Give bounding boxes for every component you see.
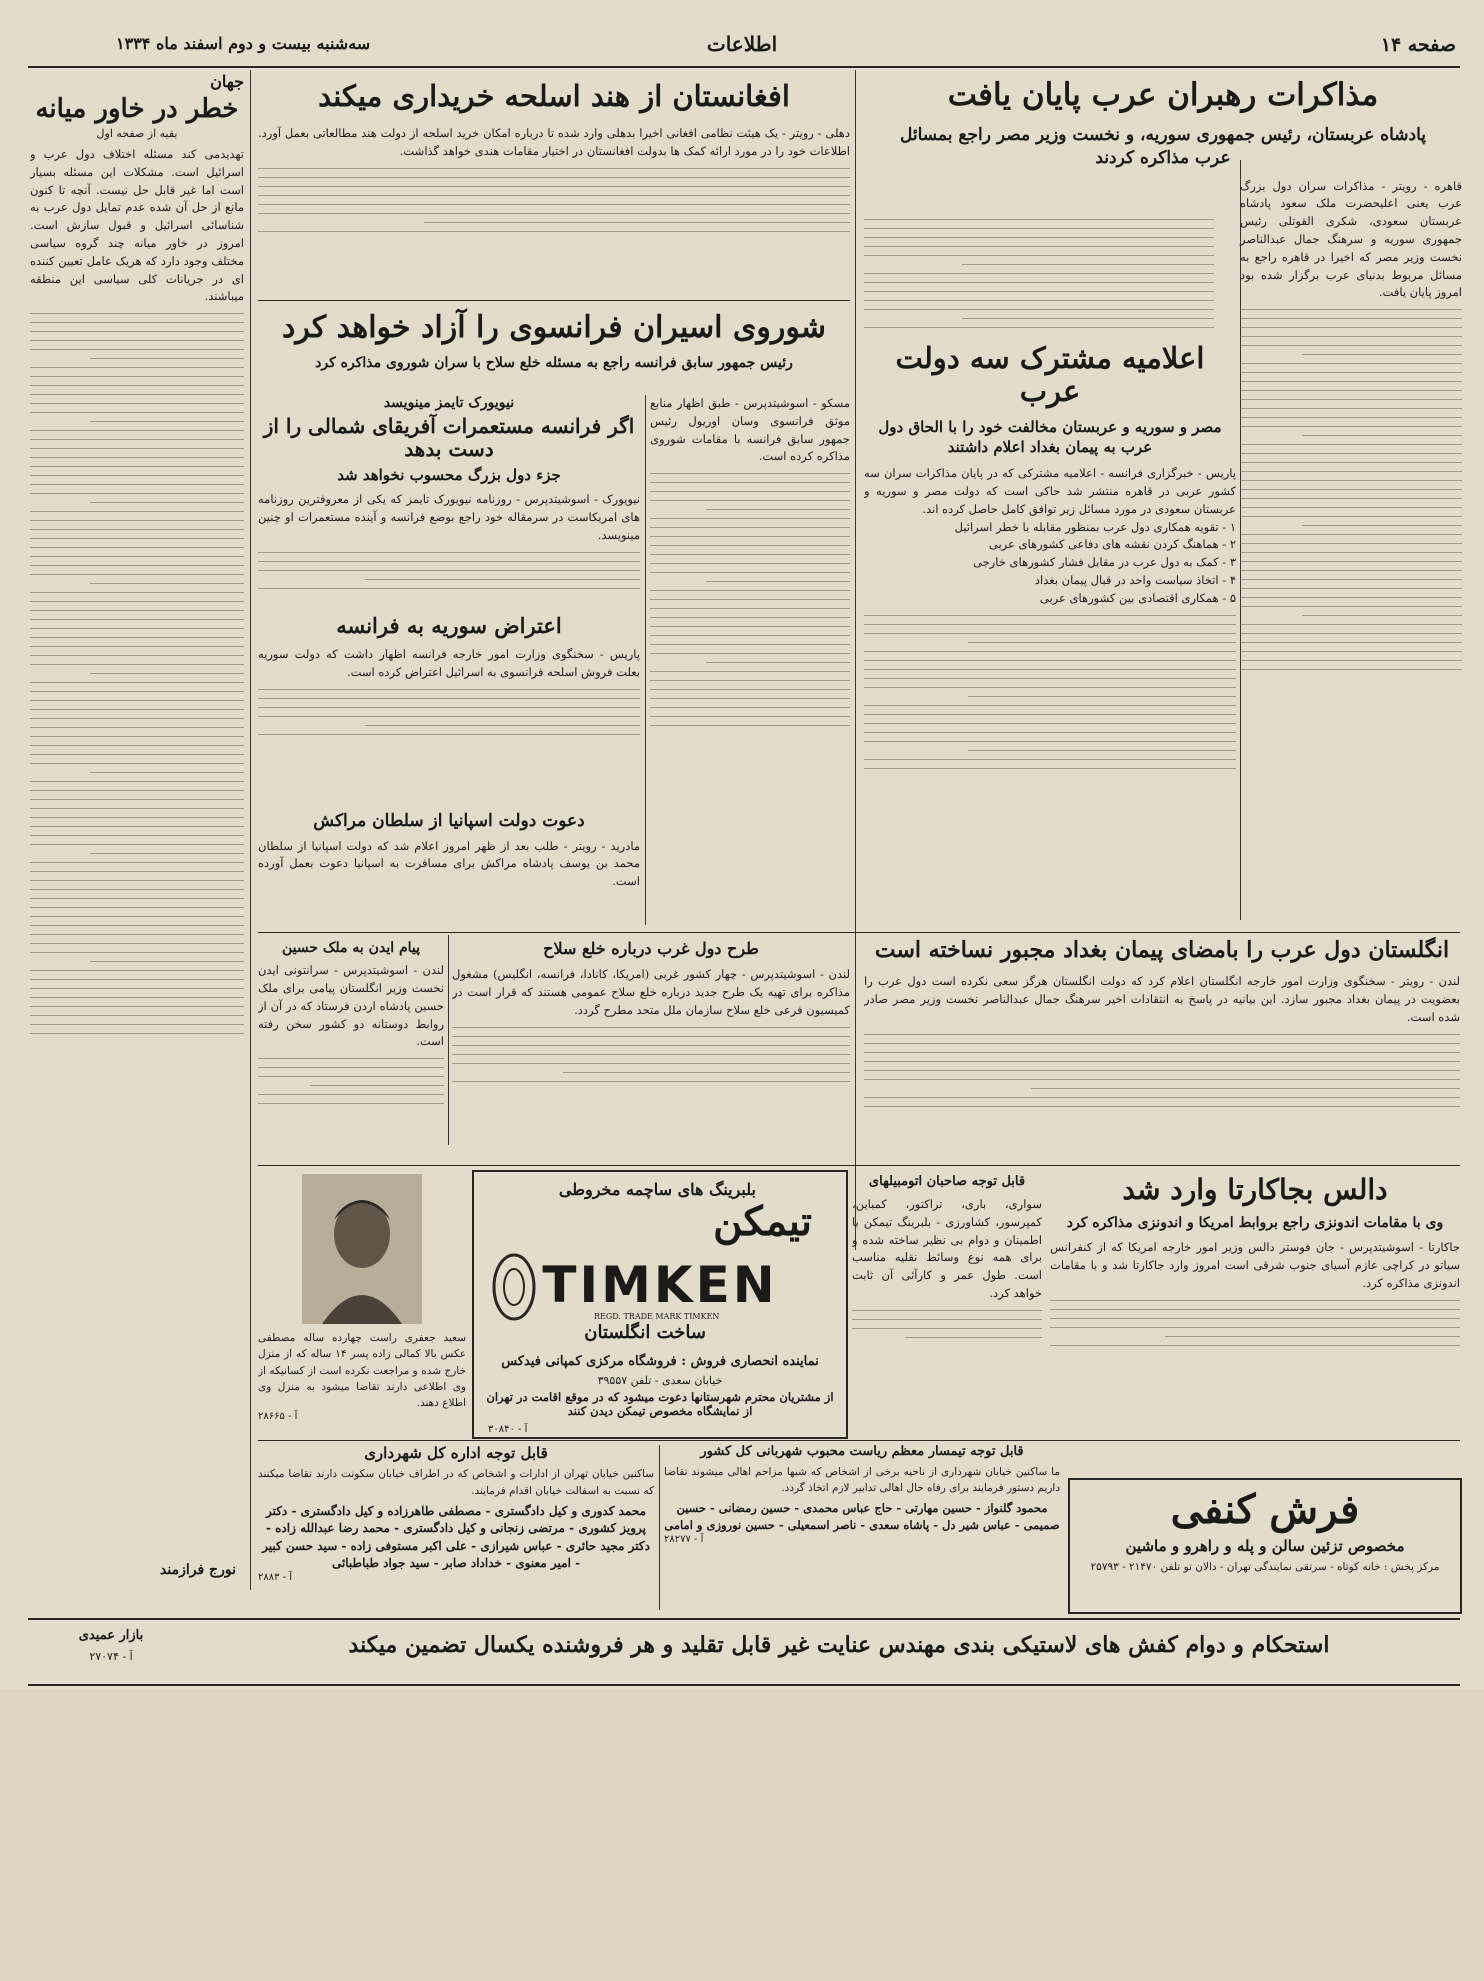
eden-message-article (258, 940, 444, 1140)
timken-exhibition: از مشتریان محترم شهرستانها دعوت میشود که در موقع اقامت در تهران از نمایشگاه مخصوص تیمکن دیدن کنند (486, 1390, 834, 1418)
arab-talks-body: قاهره - رویتر - مذاکرات سران دول بزرگ عرب یعنی اعلیحضرت ملک سعود پادشاه عربستان سعودی، شکری القوتلی رئیس جمهوری سوریه و سرهنگ جمال عبدالناصر نخست وزیر مصر که اخیرا در قاهره راجع به مسائل مربوط بدنیای عرب برگزار شده بود امروز پایان یافت. (1240, 178, 1462, 300)
arab-talks-headline: مذاکرات رهبران عرب پایان یافت (947, 77, 1379, 113)
disarmament-article (452, 940, 850, 1140)
timken-address: خیابان سعدی - تلفن ۳۹۵۵۷ (597, 1374, 723, 1387)
timken-tagline: بلبرینگ های ساچمه مخروطی (558, 1180, 756, 1199)
disarmament-lines (452, 1027, 850, 1082)
arab-declaration-headline: اعلامیه مشترک سه دولت عرب (895, 342, 1205, 409)
car-owners-headline: قابل توجه صاحبان اتومبیلهای (868, 1175, 1026, 1189)
masthead-rule (28, 66, 1460, 68)
page-number: صفحه ۱۴ (1380, 34, 1456, 56)
left-column (30, 72, 244, 1592)
spain-invite-headline: دعوت دولت اسپانیا از سلطان مراکش (313, 812, 585, 831)
municipality-code: آ - ۲۸۸۳ (258, 1572, 292, 1584)
eden-message-lines (258, 1058, 444, 1104)
car-owners-body: سواری، باری، تراکتور، کمباین، کمپرسور، کشاورزی - بلبرینگ تیمکن با اطمینان و دوام بی نظیر ساخته شده و برای همه نوع وسائط نقلیه مناسب است. طول عمر و کارآئی آن ثابت خواهد کرد. (852, 1196, 1042, 1300)
dulles-lines (1050, 1300, 1460, 1346)
left-continuation: بقیه از صفحه اول (96, 126, 178, 140)
portrait-photo (302, 1174, 422, 1324)
soviet-article (258, 305, 850, 395)
ny-times-article (258, 395, 640, 605)
afghanistan-article (258, 72, 850, 302)
syria-protest-article (258, 610, 640, 810)
bottom-ad-rule-top (28, 1618, 1460, 1620)
carpet-subtitle: مخصوص تزئین سالن و پله و راهرو و ماشین (1125, 1537, 1405, 1555)
timken-ad (472, 1170, 848, 1439)
afghanistan-headline: افغانستان از هند اسلحه خریداری میکند (318, 79, 790, 113)
syria-protest-body: پاریس - سخنگوی وزارت امور خارجه فرانسه اظهار داشت که دولت سوریه بعلت فروش اسلحه فرانسوی به اسرائیل اعتراض کرده است. (258, 647, 640, 679)
carpet-dealer: مرکز پخش : خانه کوتاه - سرتقی نمایندگی تهران - دالان تو تلفن ۲۱۴۷۰ - ۲۵۷۹۳ (1090, 1561, 1440, 1573)
ny-times-headline: اگر فرانسه مستعمرات آفریقای شمالی را از دست بدهد (263, 414, 635, 461)
dulles-article (1050, 1170, 1460, 1470)
soviet-subhead: رئیس جمهور سابق فرانسه راجع به مسئله خلع سلاح با سران شوروی مذاکره کرد (315, 354, 793, 371)
dulles-headline: دالس بجاکارتا وارد شد (1122, 1173, 1388, 1206)
masthead (20, 30, 1464, 62)
england-headline: انگلستان دول عرب را بامضای پیمان بغداد مجبور نساخته است (874, 937, 1450, 963)
left-body-lines (30, 313, 244, 1034)
column-rule-2 (855, 70, 856, 1250)
timken-dealer: نماینده انحصاری فروش : فروشگاه مرکزی کمپانی فیدکس (501, 1354, 819, 1369)
arab-declaration-point-5: ۵ - همکاری اقتصادی بین کشورهای عربی (1039, 590, 1236, 605)
spain-invite-article (258, 812, 640, 930)
timken-brand-fa: تیمکن (713, 1198, 812, 1245)
municipality-notice (258, 1445, 654, 1610)
bottom-ad-rule-bottom (28, 1684, 1460, 1686)
arab-declaration-subhead: مصر و سوریه و عربستان مخالفت خود را با الحاق دول عرب به پیمان بغداد اعلام داشتند (878, 417, 1222, 456)
ny-times-subhead: جزء دول بزرگ محسوب نخواهد شد (337, 466, 561, 484)
timken-origin: ساخت انگلستان (584, 1322, 706, 1343)
municipality-headline: قابل توجه اداره کل شهرداری (364, 1445, 548, 1462)
timken-brand-en: TIMKEN (542, 1256, 778, 1314)
column-rule-1 (250, 70, 251, 1590)
municipality-signatories: محمد کدوری و کیل دادگستری - مصطفی طاهرزاده و کیل دادگستری - دکتر پرویز کشوری - مرتضی زنجانی و کیل دادگستری - محمد رضا عبدالله زاده - دکتر مجید حائری - عباس شیرازی - علی اکبر مستوفی زاده - سید حسن کبیر - امیر معنوی - خداداد صابر - سید جواد طباطبائی (262, 1503, 650, 1570)
paper-edge (0, 1690, 1484, 1981)
car-owners-ad (852, 1175, 1042, 1435)
shoe-ad (28, 1624, 1460, 1680)
arab-declaration-body: پاریس - خبرگزاری فرانسه - اعلامیه مشترکی که در پایان مذاکرات سران سه کشور عربی در قاهره منتشر شد حاکی است که دولت مصر و سوریه و عربستان سعودی در مورد مسائل زیر توافق کامل حاصل کرده اند. (864, 466, 1236, 516)
england-article (864, 930, 1460, 1160)
shoe-ad-text: استحکام و دوام کفش های لاستیکی بندی مهندس عنایت غیر قابل تقلید و هر فروشنده یکسال تضمین میکند (348, 1632, 1330, 1658)
syria-protest-headline: اعتراض سوریه به فرانسه (336, 613, 562, 638)
left-signature: نورج فرازمند (160, 1562, 236, 1578)
issue-date: سه‌شنبه بیست و دوم اسفند ماه ۱۳۳۴ (116, 34, 371, 53)
ny-times-lines (258, 552, 640, 589)
timken-trademark: REGD. TRADE MARK TIMKEN (594, 1312, 720, 1321)
arab-declaration-point-4: ۴ - اتخاذ سیاست واحد در قبال پیمان بغداد (1034, 573, 1236, 588)
soviet-lines (650, 473, 850, 726)
paper-name: اطلاعات (706, 32, 778, 56)
missing-person-code: آ - ۲۸۶۶۵ (258, 1411, 298, 1423)
missing-person-notice (258, 1170, 466, 1438)
police-signatories: محمود گلنواز - حسین مهارتی - حاج عباس محمدی - حسین رمضانی - حسین صمیمی - عباس شیر دل - پاشاه سعدی - ناصر اسمعیلی - حسین نوروزی و امامی (664, 1501, 1060, 1533)
arab-talks-subhead: پادشاه عربستان، رئیس جمهوری سوریه، و نخست وزیر مصر راجع بمسائل عرب مذاکره کردند (899, 124, 1426, 168)
soviet-headline: شوروی اسیران فرانسوی را آزاد خواهد کرد (282, 310, 826, 345)
soviet-body-column (650, 395, 850, 925)
afghanistan-lines (258, 168, 850, 232)
column-rule-4 (645, 395, 646, 925)
ny-times-body: نیویورک - اسوشیتدپرس - روزنامه نیویورک تایمز که یکی از معروفترین روزنامه های امریکاست در سرمقاله خود راجع بوضع فرانسه و آینده مستعمرات او چنین مینویسد. (258, 492, 640, 542)
england-lines (864, 1034, 1460, 1107)
shoe-ad-code: آ - ۲۷۰۷۴ (89, 1650, 133, 1663)
left-body: تهدیدمی کند مسئله اختلاف دول عرب و اسرائیل است. مشکلات این مسئله بسیار است اما غیر قابل حل نیست. آنچه تا کنون مانع از حل آن شده عدم تمایل دول عرب به شناسائی اسرائیل و قبول سازش است. امروز در خاور میانه چند گروه سیاسی مختلف وجود دارد که هریک عامل تعیین کننده ای در جریانات کلی سیاسی این منطقه میباشند. (30, 146, 244, 304)
afghanistan-body: دهلی - رویتر - یک هیئت نظامی افغانی اخیرا بدهلی وارد شده تا درباره امکان خرید اسلحه از دولت هند مطالعاتی بعمل آورد. اطلاعات خود را در مورد ارائه کمک ها بدولت افغانستان در اختیار مقامات هندی خواهد گذاشت. (258, 126, 850, 159)
shoe-ad-dealer: بازار عمیدی (78, 1628, 144, 1643)
lower-rule (258, 1165, 1460, 1166)
spain-invite-body: مادرید - رویتر - طلب بعد از ظهر امروز اعلام شد که دولت اسپانیا از سلطان محمد بن یوسف پادشاه مراکش برای مسافرت به اسپانیا دعوت بعمل آورده است. (258, 838, 640, 889)
section-label: جهان (210, 72, 244, 91)
timken-bearing-icon (490, 1252, 538, 1322)
left-headline: خطر در خاور میانه (35, 94, 239, 124)
ny-times-kicker: نیویورک تایمز مینویسد (383, 395, 515, 411)
dulles-subhead: وی با مقامات اندونزی راجع بروابط امریکا و اندونزی مذاکره کرد (1066, 1215, 1444, 1232)
disarmament-headline: طرح دول غرب درباره خلع سلاح (543, 940, 759, 958)
syria-protest-lines (258, 689, 640, 735)
carpet-title: فرش کنفی (1170, 1486, 1360, 1533)
arab-declaration-lines (864, 615, 1236, 769)
carpet-ad (1068, 1478, 1462, 1614)
disarmament-body: لندن - اسوشیتدپرس - چهار کشور غربی (امریکا، کانادا، فرانسه، انگلیس) مشغول مذاکره برای تهیه یک طرح جدید درباره خلع سلاح عمومی هستند که قرار است در کمیسیون فرعی خلع سلاح سازمان ملل متحد مطرح گردد. (452, 967, 850, 1018)
soviet-body: مسکو - اسوشیتدپرس - طبق اظهار منابع موثق فرانسوی وسان اوریول رئیس جمهور سابق فرانسه با مقامات شوروی مذاکره کرده است. (650, 396, 850, 464)
timken-code: آ - ۳۰۸۴۰ (488, 1424, 528, 1435)
arab-declaration-article (864, 342, 1236, 922)
car-owners-lines (852, 1310, 1042, 1338)
police-code: آ - ۲۸۲۷۷ (664, 1533, 704, 1545)
eden-message-body: لندن - اسوشیتدپرس - سرانتونی ایدن نخست وزیر انگلستان پیامی برای ملک حسین پادشاه اردن فرستاد که در آن از روابط دوستانه دو کشور سخن رفته است. (258, 963, 444, 1049)
dulles-body: جاکارتا - اسوشیتدپرس - جان فوستر دالس وزیر امور خارجه امریکا که از کنفرانس سیاتو در کراچی عازم آسیای جنوب شرقی است امروز وارد جاکارتا شد و با مقامات اندونزی مذاکره کرد. (1050, 1240, 1460, 1290)
column-rule-6 (659, 1445, 660, 1610)
arab-talks-lines (1240, 302, 1462, 678)
missing-person-body: سعید جعفری راست چهارده ساله مصطفی عکس بالا کمالی زاده پسر ۱۴ ساله که از منزل خارج شده و مراجعت نکرده است از کسانیکه از وی اطلاعی دارند تقاضا میشود به منزل وی اطلاع دهند. (258, 1332, 466, 1410)
column-rule-5 (448, 935, 449, 1145)
arab-declaration-point-1: ۱ - تقویه همکاری دول عرب بمنظور مقابله با خطر اسرائیل (954, 519, 1236, 534)
police-notice (664, 1445, 1060, 1610)
eden-message-headline: پیام ایدن به ملک حسین (281, 940, 421, 956)
municipality-body: ساکنین خیابان تهران از ادارات و اشخاص که در اطراف خیابان سکونت دارند تقاضا میکنند که نسبت به اسفالت خیابان اقدام فرمایند. (258, 1468, 654, 1497)
arab-declaration-point-3: ۳ - کمک به دول عرب در مقابل فشار کشورهای خارجی (972, 555, 1236, 570)
afghanistan-rule (258, 300, 850, 301)
police-body: ما ساکنین خیابان شهرداری از ناحیه برخی از اشخاص که شبها مزاحم اهالی میشوند تقاضا داریم دستور فرمایند برای رفاه حال اهالی تدابیر لازم اتخاذ گردد. (664, 1465, 1060, 1495)
police-headline: قابل توجه تیمسار معظم ریاست محبوب شهربانی کل کشور (700, 1445, 1024, 1459)
arab-declaration-point-2: ۲ - هماهنگ کردن نقشه های دفاعی کشورهای عربی (988, 537, 1236, 552)
england-body: لندن - رویتر - سخنگوی وزارت امور خارجه انگلستان اعلام کرد که دولت انگلستان هرگز سعی نکرده است دول عرب را بعضویت در پیمان بغداد مجبور سازد. این بیانیه در پاسخ به انتقادات اخیر سرهنگ جمال عبدالناصر نخست وزیر مصر صادر شده است. (864, 974, 1460, 1024)
arab-talks-lines-2 (864, 212, 1214, 336)
